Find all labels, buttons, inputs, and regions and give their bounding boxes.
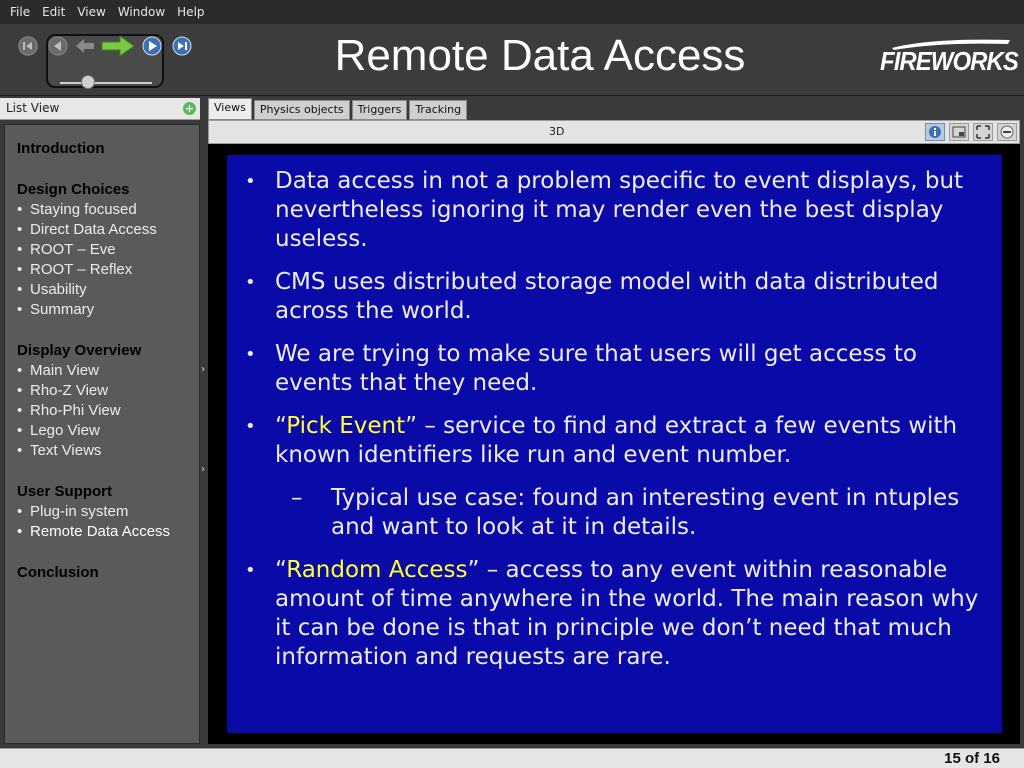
maximize-icon[interactable]	[973, 123, 993, 141]
back-arrow-icon[interactable]	[74, 36, 96, 56]
menu-edit[interactable]: Edit	[42, 5, 66, 19]
outline-item[interactable]: • Main View	[17, 362, 99, 379]
splitter-arrow-icon: ›	[201, 464, 205, 475]
highlight-random-access: Random Access	[286, 557, 468, 583]
slider-track[interactable]	[60, 82, 152, 84]
bullet-item: • “Pick Event” – service to find and extract a few events with known identifiers like run and event number.	[245, 413, 958, 468]
list-view-tab[interactable]	[0, 98, 202, 120]
tab-triggers[interactable]: Triggers	[352, 100, 408, 120]
slider-handle[interactable]	[81, 75, 95, 89]
page-title: Remote Data Access	[334, 31, 746, 80]
outline-item[interactable]: • Direct Data Access	[17, 221, 157, 238]
previous-icon[interactable]	[48, 36, 68, 56]
bullet-item: • “Random Access” – access to any event within reasonable amount of time anywhere in the world. The main reason why it can be done is that in principle we don’t need that much information and requests are rare.	[245, 557, 979, 670]
outline-item[interactable]: • Staying focused	[17, 201, 137, 218]
outline-item[interactable]: • Plug-in system	[17, 503, 129, 520]
info-icon[interactable]	[925, 123, 945, 141]
outline-item[interactable]: • Text Views	[17, 442, 102, 459]
tab-physics-objects[interactable]: Physics objects	[254, 100, 350, 120]
tab-tracking[interactable]: Tracking	[409, 100, 467, 120]
panel-splitter[interactable]	[200, 98, 208, 744]
view-header	[208, 120, 1020, 144]
view-title: 3D	[549, 125, 565, 138]
menu-window[interactable]: Window	[117, 5, 166, 19]
outline-section-user-support[interactable]: User Support	[17, 483, 113, 500]
view-toolbar	[925, 123, 1017, 141]
outline-item[interactable]: • Usability	[17, 281, 87, 298]
status-bar	[0, 748, 1024, 768]
list-view-label: List View	[6, 101, 60, 115]
menu-view[interactable]: View	[77, 5, 106, 19]
navigation-controls	[14, 30, 196, 92]
fireworks-logo: FIREWORKS	[880, 38, 1018, 88]
outline-section-introduction[interactable]: Introduction	[17, 140, 105, 157]
play-icon[interactable]	[142, 36, 162, 56]
bullet-item: • Data access in not a problem specific to event displays, but nevertheless ignoring it may render even the best display useless.	[245, 168, 964, 252]
menu-help[interactable]: Help	[177, 5, 205, 19]
bullet-item: • CMS uses distributed storage model with data distributed across the world.	[245, 269, 939, 324]
outline-item[interactable]: • Rho-Phi View	[17, 402, 121, 419]
skip-to-start-icon[interactable]	[18, 36, 38, 56]
outline-item-current[interactable]: • Remote Data Access	[17, 523, 171, 540]
outline-item[interactable]: • ROOT – Reflex	[17, 261, 133, 278]
page-indicator: 15 of 16	[944, 750, 1000, 767]
outline-item[interactable]: • Summary	[17, 301, 95, 318]
slide-content	[227, 155, 1002, 733]
view-frame	[208, 144, 1020, 744]
outline-panel	[4, 124, 200, 744]
tab-views[interactable]: Views	[208, 98, 252, 120]
outline-section-display-overview[interactable]: Display Overview	[17, 342, 142, 359]
skip-to-end-icon[interactable]	[172, 36, 192, 56]
menu-bar	[0, 0, 1024, 24]
header	[0, 24, 1024, 96]
undock-icon[interactable]	[949, 123, 969, 141]
view-tabs	[208, 98, 1024, 120]
bullet-item: • We are trying to make sure that users will get access to events that they need.	[245, 341, 917, 396]
splitter-arrow-icon: ›	[201, 364, 205, 375]
menu-file[interactable]: File	[10, 5, 31, 19]
outline-item[interactable]: • Rho-Z View	[17, 382, 109, 399]
outline-item[interactable]: • ROOT – Eve	[17, 241, 116, 258]
close-view-icon[interactable]	[997, 123, 1017, 141]
outline-section-conclusion[interactable]: Conclusion	[17, 564, 99, 581]
sub-bullet-item: – Typical use case: found an interesting event in ntuples and want to look at it in details.	[291, 485, 960, 540]
forward-arrow-icon[interactable]	[100, 34, 136, 58]
outline-item[interactable]: • Lego View	[17, 422, 100, 439]
outline-list	[17, 139, 197, 583]
highlight-pick-event: Pick Event	[286, 413, 406, 439]
add-icon[interactable]: +	[184, 102, 195, 115]
outline-section-design-choices[interactable]: Design Choices	[17, 181, 130, 198]
